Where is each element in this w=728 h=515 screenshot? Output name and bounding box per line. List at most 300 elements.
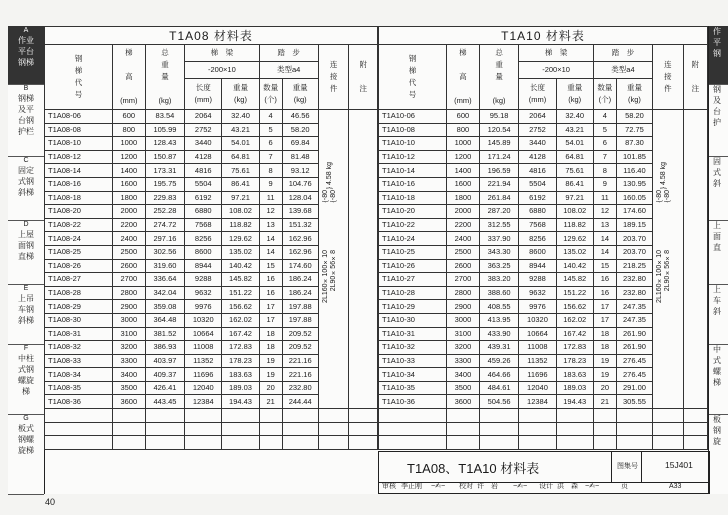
cell: 4128 bbox=[185, 150, 222, 164]
connector-header: 连 接 件 bbox=[653, 45, 684, 110]
page-number: 40 bbox=[45, 497, 56, 507]
cell: 9288 bbox=[519, 273, 556, 287]
cell: 12 bbox=[259, 205, 282, 219]
count-header: 数量 (个) bbox=[259, 78, 282, 109]
cell: 261.90 bbox=[616, 341, 652, 355]
cell: T1A08-34 bbox=[45, 368, 113, 382]
cell: 46.56 bbox=[282, 110, 318, 124]
cell: 2600 bbox=[446, 259, 479, 273]
left-category-tabs bbox=[8, 26, 45, 494]
blank-cell bbox=[282, 409, 318, 423]
blank-cell bbox=[185, 422, 222, 436]
tab-letter: G bbox=[23, 415, 29, 422]
right-tab-1[interactable] bbox=[709, 84, 728, 157]
cell: 186.24 bbox=[282, 273, 318, 287]
cell: 403.97 bbox=[145, 354, 184, 368]
cell: 95.18 bbox=[479, 110, 518, 124]
cell: T1A10-22 bbox=[379, 218, 447, 232]
right-tab-2[interactable] bbox=[709, 156, 728, 221]
cell: 18 bbox=[593, 327, 616, 341]
cell: T1A08-30 bbox=[45, 313, 113, 327]
col-height-header: 梯 高 (mm) bbox=[112, 45, 145, 110]
cell: 232.80 bbox=[282, 381, 318, 395]
cell: 151.22 bbox=[556, 286, 593, 300]
cell: 209.52 bbox=[282, 341, 318, 355]
cell: 160.05 bbox=[616, 191, 652, 205]
cell: 178.23 bbox=[222, 354, 259, 368]
left-tab-a[interactable] bbox=[8, 26, 44, 85]
cell: 83.54 bbox=[145, 110, 184, 124]
cell: 116.40 bbox=[616, 164, 652, 178]
cell: T1A10-35 bbox=[379, 381, 447, 395]
cell: 104.76 bbox=[282, 177, 318, 191]
tab-letter: F bbox=[23, 345, 29, 352]
blank-cell bbox=[519, 422, 556, 436]
cell: 433.90 bbox=[479, 327, 518, 341]
cell: 16 bbox=[259, 286, 282, 300]
cell: 15 bbox=[593, 259, 616, 273]
right-tab-4[interactable] bbox=[709, 284, 728, 345]
cell: T1A10-34 bbox=[379, 368, 447, 382]
left-tab-e[interactable] bbox=[8, 284, 44, 345]
cell: 386.93 bbox=[145, 341, 184, 355]
blank-cell bbox=[519, 436, 556, 450]
right-category-tabs bbox=[708, 26, 728, 494]
remark-header: 附 注 bbox=[683, 45, 707, 110]
cell: 408.55 bbox=[479, 300, 518, 314]
blank-cell bbox=[222, 422, 259, 436]
blank-cell bbox=[653, 422, 684, 436]
cell: 2700 bbox=[446, 273, 479, 287]
cell: 87.30 bbox=[616, 137, 652, 151]
connector-total-weight: } 4.58 kg bbox=[325, 162, 333, 190]
left-tab-d[interactable] bbox=[8, 220, 44, 285]
cell: 363.25 bbox=[479, 259, 518, 273]
drawing-title: T1A08、T1A10 材料表 bbox=[407, 461, 540, 476]
cell: 443.45 bbox=[145, 395, 184, 409]
cell: 101.85 bbox=[616, 150, 652, 164]
cell: 17 bbox=[593, 300, 616, 314]
cell: 6 bbox=[259, 137, 282, 151]
cell: 19 bbox=[593, 368, 616, 382]
tab-label: 钢 及 台 护 bbox=[713, 85, 721, 127]
cell: 3600 bbox=[446, 395, 479, 409]
cell: 203.70 bbox=[616, 232, 652, 246]
tread-header: 踏 步 bbox=[593, 45, 652, 62]
cell: 247.35 bbox=[616, 313, 652, 327]
cell: T1A10-31 bbox=[379, 327, 447, 341]
tab-letter: E bbox=[23, 285, 29, 292]
blank-cell bbox=[379, 422, 447, 436]
blank-cell bbox=[45, 422, 113, 436]
cell: 12384 bbox=[519, 395, 556, 409]
table-row bbox=[45, 110, 378, 124]
right-tab-0[interactable] bbox=[709, 26, 728, 85]
blank-cell bbox=[616, 422, 652, 436]
cell: 174.60 bbox=[282, 259, 318, 273]
blank-cell bbox=[479, 436, 518, 450]
blank-cell bbox=[318, 409, 349, 423]
connector-angle-1: 2L160×100×10 bbox=[321, 250, 329, 303]
cell: 319.60 bbox=[145, 259, 184, 273]
tab-letter: C bbox=[23, 157, 29, 164]
cell: 8256 bbox=[519, 232, 556, 246]
blank-cell bbox=[112, 409, 145, 423]
blank-row bbox=[45, 422, 378, 436]
cell: 6880 bbox=[519, 205, 556, 219]
cell: T1A08-16 bbox=[45, 177, 113, 191]
col-height-header: 梯 高 (mm) bbox=[446, 45, 479, 110]
cell: T1A08-18 bbox=[45, 191, 113, 205]
cell: T1A10-20 bbox=[379, 205, 447, 219]
cell: 203.70 bbox=[616, 245, 652, 259]
cell: T1A10-36 bbox=[379, 395, 447, 409]
cell: 81.48 bbox=[282, 150, 318, 164]
cell: 209.52 bbox=[282, 327, 318, 341]
atlas-code: 15J401 bbox=[665, 460, 693, 470]
connector-plate-1: {-80 bbox=[321, 190, 329, 203]
blank-cell bbox=[282, 422, 318, 436]
cell: T1A08-33 bbox=[45, 354, 113, 368]
left-tab-b[interactable] bbox=[8, 84, 44, 157]
cell: 3440 bbox=[519, 137, 556, 151]
cell: 3000 bbox=[112, 313, 145, 327]
cell: 3300 bbox=[112, 354, 145, 368]
cell: 162.02 bbox=[556, 313, 593, 327]
cell: 151.22 bbox=[222, 286, 259, 300]
cell: 43.21 bbox=[222, 123, 259, 137]
blank-cell bbox=[259, 409, 282, 423]
cell: 19 bbox=[593, 354, 616, 368]
cell: 2752 bbox=[519, 123, 556, 137]
cell: 17 bbox=[259, 313, 282, 327]
cell: 189.03 bbox=[222, 381, 259, 395]
cell: 1000 bbox=[446, 137, 479, 151]
cell: 291.00 bbox=[616, 381, 652, 395]
cell: 2800 bbox=[112, 286, 145, 300]
cell: 276.45 bbox=[616, 368, 652, 382]
cell: T1A08-08 bbox=[45, 123, 113, 137]
left-tab-f[interactable] bbox=[8, 344, 44, 415]
blank-cell bbox=[379, 436, 447, 450]
tab-letter: D bbox=[23, 221, 29, 228]
cell: 5504 bbox=[185, 177, 222, 191]
cell: 16 bbox=[593, 286, 616, 300]
cell: 413.95 bbox=[479, 313, 518, 327]
cell: 11696 bbox=[519, 368, 556, 382]
material-table-t1a08 bbox=[44, 26, 378, 450]
cell: 11 bbox=[593, 191, 616, 205]
cell: 135.02 bbox=[556, 245, 593, 259]
table-title: T1A10 材料表 bbox=[379, 27, 708, 45]
cell: 9632 bbox=[519, 286, 556, 300]
cell: 221.94 bbox=[479, 177, 518, 191]
cell: T1A10-26 bbox=[379, 259, 447, 273]
cell: 3400 bbox=[446, 368, 479, 382]
connector-plate-1: {-80 bbox=[656, 190, 664, 203]
cell: 1800 bbox=[446, 191, 479, 205]
blank-cell bbox=[259, 436, 282, 450]
tab-label: 作 平 钢 bbox=[713, 27, 721, 58]
cell: 20 bbox=[593, 381, 616, 395]
cell: 4816 bbox=[185, 164, 222, 178]
cell: 3000 bbox=[446, 313, 479, 327]
cell: T1A08-28 bbox=[45, 286, 113, 300]
blank-cell bbox=[446, 422, 479, 436]
cell: 139.68 bbox=[282, 205, 318, 219]
connector-total-weight: } 4.58 kg bbox=[660, 162, 668, 190]
cell: 9976 bbox=[519, 300, 556, 314]
cell: T1A08-10 bbox=[45, 137, 113, 151]
beam-spec: -200×10 bbox=[185, 61, 259, 78]
cell: 8 bbox=[593, 164, 616, 178]
cell: 218.25 bbox=[616, 259, 652, 273]
cell: T1A10-12 bbox=[379, 150, 447, 164]
beam-spec: -200×10 bbox=[519, 61, 594, 78]
right-tab-6[interactable] bbox=[709, 414, 728, 494]
table-row bbox=[379, 110, 708, 124]
cell: 19 bbox=[259, 354, 282, 368]
cell: 18 bbox=[259, 327, 282, 341]
tread-spec: 类型a4 bbox=[593, 61, 652, 78]
cell: 302.56 bbox=[145, 245, 184, 259]
right-tab-3[interactable] bbox=[709, 220, 728, 285]
blank-cell bbox=[45, 436, 113, 450]
cell: 162.96 bbox=[282, 245, 318, 259]
cell: 2700 bbox=[112, 273, 145, 287]
cell: 19 bbox=[259, 368, 282, 382]
cell: 1000 bbox=[112, 137, 145, 151]
cell: 11008 bbox=[185, 341, 222, 355]
cell: 261.84 bbox=[479, 191, 518, 205]
cell: 504.56 bbox=[479, 395, 518, 409]
blank-cell bbox=[145, 436, 184, 450]
cell: 43.21 bbox=[556, 123, 593, 137]
blank-cell bbox=[145, 422, 184, 436]
cell: 1200 bbox=[112, 150, 145, 164]
cell: 11 bbox=[259, 191, 282, 205]
blank-cell bbox=[556, 409, 593, 423]
checker-signature: ~✍~ bbox=[513, 483, 528, 490]
cell: 129.62 bbox=[222, 232, 259, 246]
cell: 171.24 bbox=[479, 150, 518, 164]
blank-cell bbox=[318, 422, 349, 436]
cell: 6192 bbox=[519, 191, 556, 205]
tab-label: 上 车 斜 bbox=[713, 285, 721, 316]
cell: 9288 bbox=[185, 273, 222, 287]
signature-row bbox=[378, 481, 710, 494]
cell: 409.37 bbox=[145, 368, 184, 382]
col-total-weight-header: 总 重 量 (kg) bbox=[145, 45, 184, 110]
cell: 118.82 bbox=[222, 218, 259, 232]
cell: 1200 bbox=[446, 150, 479, 164]
remark-cell bbox=[349, 110, 378, 409]
blank-row bbox=[379, 436, 708, 450]
blank-cell bbox=[318, 436, 349, 450]
connector-header: 连 接 件 bbox=[318, 45, 349, 110]
remark-cell bbox=[683, 110, 707, 409]
cell: T1A10-10 bbox=[379, 137, 447, 151]
cell: 97.21 bbox=[556, 191, 593, 205]
cell: 162.96 bbox=[282, 232, 318, 246]
cell: 64.81 bbox=[222, 150, 259, 164]
cell: 173.31 bbox=[145, 164, 184, 178]
beam-header: 梯 梁 bbox=[185, 45, 259, 62]
cell: 189.15 bbox=[616, 218, 652, 232]
cell: 18 bbox=[593, 341, 616, 355]
cell: 10664 bbox=[185, 327, 222, 341]
cell: 5504 bbox=[519, 177, 556, 191]
cell: 4816 bbox=[519, 164, 556, 178]
blank-row bbox=[379, 422, 708, 436]
cell: 17 bbox=[259, 300, 282, 314]
cell: T1A10-30 bbox=[379, 313, 447, 327]
remark-header: 附 注 bbox=[349, 45, 378, 110]
cell: 128.43 bbox=[145, 137, 184, 151]
cell: 189.03 bbox=[556, 381, 593, 395]
cell: 86.41 bbox=[556, 177, 593, 191]
cell: 3600 bbox=[112, 395, 145, 409]
cell: 342.04 bbox=[145, 286, 184, 300]
cell: 195.75 bbox=[145, 177, 184, 191]
blank-cell bbox=[593, 436, 616, 450]
tab-label: 中 式 螺 梯 bbox=[713, 345, 721, 387]
col-total-weight-header: 总 重 量 (kg) bbox=[479, 45, 518, 110]
cell: 156.62 bbox=[222, 300, 259, 314]
cell: 15 bbox=[259, 259, 282, 273]
cell: 3500 bbox=[112, 381, 145, 395]
cell: 108.02 bbox=[222, 205, 259, 219]
cell: 93.12 bbox=[282, 164, 318, 178]
cell: 156.62 bbox=[556, 300, 593, 314]
cell: 140.42 bbox=[222, 259, 259, 273]
cell: 20 bbox=[259, 381, 282, 395]
cell: 128.04 bbox=[282, 191, 318, 205]
material-table-t1a10 bbox=[378, 26, 708, 450]
blank-cell bbox=[145, 409, 184, 423]
cell: 178.23 bbox=[556, 354, 593, 368]
cell: T1A10-32 bbox=[379, 341, 447, 355]
cell: 183.63 bbox=[222, 368, 259, 382]
cell: 4 bbox=[259, 110, 282, 124]
cell: 364.48 bbox=[145, 313, 184, 327]
cell: 600 bbox=[112, 110, 145, 124]
left-tab-g[interactable] bbox=[8, 414, 44, 495]
cell: T1A08-22 bbox=[45, 218, 113, 232]
blank-cell bbox=[683, 436, 707, 450]
cell: 1600 bbox=[446, 177, 479, 191]
cell: 32.40 bbox=[222, 110, 259, 124]
cell: 11008 bbox=[519, 341, 556, 355]
cell: 244.44 bbox=[282, 395, 318, 409]
cell: 14 bbox=[593, 232, 616, 246]
cell: T1A08-31 bbox=[45, 327, 113, 341]
blank-cell bbox=[45, 409, 113, 423]
cell: 75.61 bbox=[222, 164, 259, 178]
tab-label: 板式 钢螺 旋梯 bbox=[18, 424, 34, 455]
cell: 305.55 bbox=[616, 395, 652, 409]
length-header: 长度 (mm) bbox=[185, 78, 222, 109]
tab-letter: A bbox=[23, 27, 29, 34]
cell: 196.59 bbox=[479, 164, 518, 178]
cell: 167.42 bbox=[556, 327, 593, 341]
left-tab-c[interactable] bbox=[8, 156, 44, 221]
cell: T1A10-14 bbox=[379, 164, 447, 178]
cell: 261.90 bbox=[616, 327, 652, 341]
blank-cell bbox=[446, 409, 479, 423]
cell: T1A08-29 bbox=[45, 300, 113, 314]
title-block bbox=[378, 451, 708, 494]
cell: T1A08-27 bbox=[45, 273, 113, 287]
cell: 54.01 bbox=[556, 137, 593, 151]
cell: 3200 bbox=[112, 341, 145, 355]
cell: 2400 bbox=[112, 232, 145, 246]
tread-weight-header: 重量 (kg) bbox=[282, 78, 318, 109]
cell: 2800 bbox=[446, 286, 479, 300]
cell: 9 bbox=[593, 177, 616, 191]
cell: T1A08-36 bbox=[45, 395, 113, 409]
cell: 5 bbox=[259, 123, 282, 137]
right-tab-5[interactable] bbox=[709, 344, 728, 415]
cell: 6192 bbox=[185, 191, 222, 205]
blank-cell bbox=[446, 436, 479, 450]
cell: 274.72 bbox=[145, 218, 184, 232]
blank-cell bbox=[479, 422, 518, 436]
check-label: 校对 bbox=[459, 483, 473, 490]
tab-letter: B bbox=[23, 85, 29, 92]
cell: 129.62 bbox=[556, 232, 593, 246]
cell: 194.43 bbox=[556, 395, 593, 409]
cell: 105.99 bbox=[145, 123, 184, 137]
cell: 145.89 bbox=[479, 137, 518, 151]
blank-cell bbox=[616, 409, 652, 423]
tab-label: 固定 式钢 斜梯 bbox=[18, 166, 34, 197]
cell: 72.75 bbox=[616, 123, 652, 137]
cell: 14 bbox=[593, 245, 616, 259]
cell: 14 bbox=[259, 245, 282, 259]
cell: 13 bbox=[593, 218, 616, 232]
cell: 14 bbox=[259, 232, 282, 246]
cell: 3100 bbox=[446, 327, 479, 341]
connector-plate-2: {-80 bbox=[664, 190, 672, 203]
cell: 75.61 bbox=[556, 164, 593, 178]
designer-signature: ~✍~ bbox=[585, 483, 600, 490]
cell: T1A08-35 bbox=[45, 381, 113, 395]
cell: 2200 bbox=[446, 218, 479, 232]
cell: 7568 bbox=[519, 218, 556, 232]
blank-cell bbox=[112, 436, 145, 450]
connector-note bbox=[318, 110, 349, 409]
cell: 120.54 bbox=[479, 123, 518, 137]
blank-cell bbox=[379, 409, 447, 423]
cell: 3400 bbox=[112, 368, 145, 382]
length-header: 长度 (mm) bbox=[519, 78, 556, 109]
cell: 7 bbox=[259, 150, 282, 164]
col-code-header: 钢 梯 代 号 bbox=[379, 45, 447, 110]
blank-cell bbox=[222, 436, 259, 450]
blank-cell bbox=[556, 436, 593, 450]
blank-cell bbox=[593, 422, 616, 436]
blank-cell bbox=[616, 436, 652, 450]
blank-cell bbox=[259, 422, 282, 436]
cell: 21 bbox=[259, 395, 282, 409]
cell: 800 bbox=[446, 123, 479, 137]
cell: T1A10-24 bbox=[379, 232, 447, 246]
cell: 3300 bbox=[446, 354, 479, 368]
cell: 13 bbox=[259, 218, 282, 232]
blank-row bbox=[45, 436, 378, 450]
cell: 69.84 bbox=[282, 137, 318, 151]
